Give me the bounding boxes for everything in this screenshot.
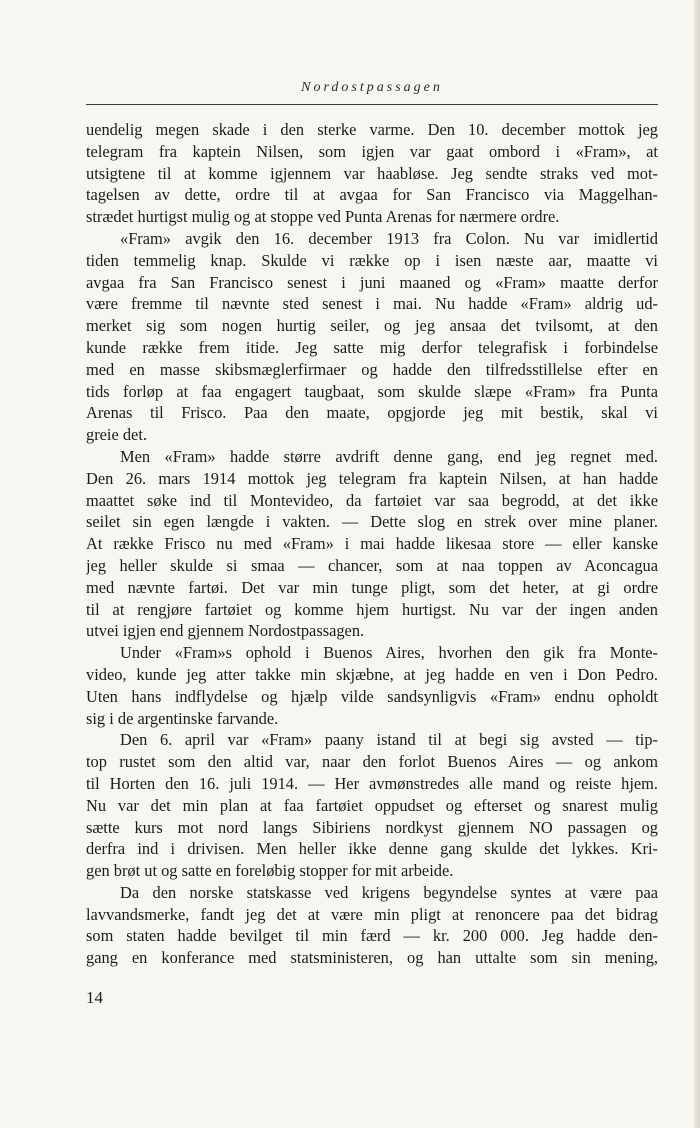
text-line: Under «Fram»s ophold i Buenos Aires, hvorhen den gik fra Monte-: [120, 643, 658, 663]
text-line: tagelsen av dette, ordre til at avgaa for San Francisco via Maggelhan-: [86, 185, 658, 205]
text-line: jeg heller skulde si smaa — chancer, som at naa toppen av Aconcagua: [86, 555, 658, 575]
text-line: Arenas til Frisco. Paa den maate, opgjorde jeg mit bestik, skal vi: [86, 403, 658, 423]
text-line: uendelig megen skade i den sterke varme. Den 10. december mottok jeg: [86, 120, 658, 139]
paragraph: [86, 446, 658, 642]
text-line: tiden temmelig knap. Skulde vi række op i isen næste aar, maatte vi: [86, 250, 658, 270]
text-line: med en masse skibsmæglerfirmaer og hadde den tilfredsstillelse efter en: [86, 359, 658, 379]
paragraph: [86, 642, 658, 729]
paragraph: [86, 228, 658, 446]
text-line: Nu var det min plan at faa fartøiet oppudset og efterset og snarest mulig: [86, 795, 658, 815]
text-line: som staten hadde bevilget til min færd — kr. 200 000. Jeg hadde den-: [86, 926, 658, 946]
text-line: til at rengjøre fartøiet og komme hjem hurtigst. Nu var der ingen anden: [86, 599, 658, 619]
body-text: [86, 119, 658, 969]
text-line: sætte kurs mot nord langs Sibiriens nordkyst gjennem NO passagen og: [86, 817, 658, 837]
paragraph: [86, 729, 658, 882]
text-line: telegram fra kaptein Nilsen, som igjen var gaat ombord i «Fram», at: [86, 141, 658, 161]
text-line: utsigtene til at komme igjennem var haabløse. Jeg sendte straks ved mot-: [86, 163, 658, 183]
text-line: sig i de argentinske farvande.: [86, 708, 279, 728]
paragraph: [86, 882, 658, 969]
text-line: gang en konferance med statsministeren, og han uttalte som sin mening,: [86, 948, 658, 968]
text-line: video, kunde jeg atter takke min skjæbne, at jeg hadde en ven i Don Pedro.: [86, 664, 658, 684]
text-line: Den 6. april var «Fram» paany istand til at begi sig avsted — tip-: [120, 730, 658, 750]
text-line: med nævnte fartøi. Det var min tunge pligt, som det heter, at gi ordre: [86, 577, 658, 597]
text-line: avgaa fra San Francisco senest i juni maaned og «Fram» maatte derfor: [86, 272, 658, 292]
page-number: 14: [86, 988, 103, 1007]
text-line: utvei igjen end gjennem Nordostpassagen.: [86, 621, 365, 641]
text-line: greie det.: [86, 425, 147, 445]
text-line: Uten hans indflydelse og hjælp vilde sandsynligvis «Fram» endnu opholdt: [86, 686, 658, 706]
text-line: være fremme til nævnte sted senest i mai. Nu hadde «Fram» aldrig ud-: [86, 294, 658, 314]
page-edge: [694, 0, 700, 1128]
text-line: til Horten den 16. juli 1914. — Her avmønstredes alle mand og reiste hjem.: [86, 773, 658, 793]
text-line: tids forløp at faa engagert taugbaat, som skulde slæpe «Fram» fra Punta: [86, 381, 658, 401]
text-line: maattet søke ind til Montevideo, da fartøiet var saa begrodd, at det ikke: [86, 490, 658, 510]
text-line: seilet sin egen længde i vakten. — Dette slog en strek over mine planer.: [86, 512, 658, 532]
text-line: strædet hurtigst mulig og at stoppe ved Punta Arenas for nærmere ordre.: [86, 207, 560, 227]
text-line: top rustet som den altid var, naar den forlot Buenos Aires — og ankom: [86, 752, 658, 772]
text-line: «Fram» avgik den 16. december 1913 fra Colon. Nu var imidlertid: [120, 228, 658, 248]
text-line: kunde række frem itide. Jeg satte mig derfor telegrafisk i forbindelse: [86, 337, 658, 357]
running-head: Nordostpassagen: [301, 80, 443, 95]
text-line: gen brøt ut og satte en foreløbig stopper for mit arbeide.: [86, 861, 454, 881]
text-line: At række Frisco nu med «Fram» i mai hadde likesaa store — eller kanske: [86, 534, 658, 554]
text-line: lavvandsmerke, fandt jeg det at være min pligt at renoncere paa det bidrag: [86, 904, 658, 924]
text-line: Da den norske statskasse ved krigens begyndelse syntes at være paa: [120, 882, 658, 902]
text-line: Den 26. mars 1914 mottok jeg telegram fra kaptein Nilsen, at han hadde: [86, 468, 658, 488]
paragraph: [86, 119, 658, 228]
header-rule: [86, 104, 658, 105]
text-line: derfra ind i drivisen. Men heller ikke denne gang skulde det lykkes. Kri-: [86, 839, 658, 859]
text-line: Men «Fram» hadde større avdrift denne gang, end jeg regnet med.: [120, 446, 658, 466]
text-line: merket sig som nogen hurtig seiler, og jeg ansaa det tvilsomt, at den: [86, 316, 658, 336]
